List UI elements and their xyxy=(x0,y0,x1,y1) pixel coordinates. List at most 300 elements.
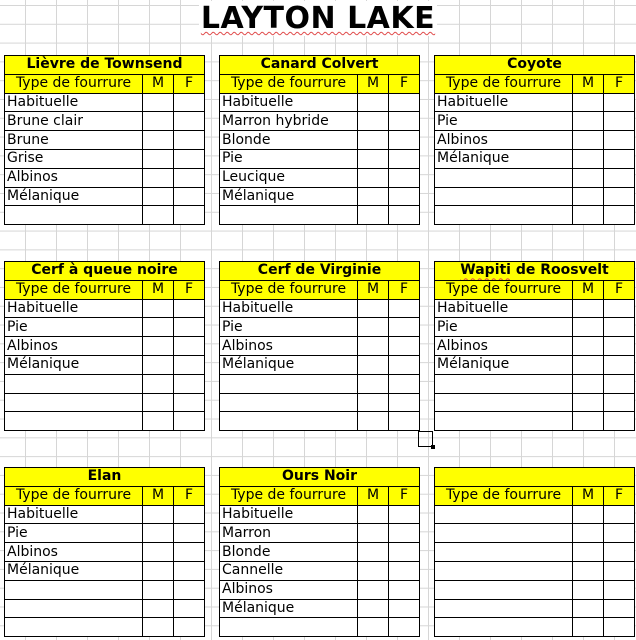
table-animal-name[interactable]: Lièvre de Townsend xyxy=(5,56,205,75)
fur-type-cell[interactable] xyxy=(435,206,573,225)
female-count-cell[interactable] xyxy=(174,412,205,431)
fur-type-cell[interactable] xyxy=(5,599,143,618)
male-count-cell[interactable] xyxy=(358,580,389,599)
column-header-m[interactable]: M xyxy=(143,74,174,93)
fur-type-cell[interactable] xyxy=(5,374,143,393)
fur-type-cell[interactable] xyxy=(435,505,573,524)
male-count-cell[interactable] xyxy=(358,412,389,431)
table-row xyxy=(435,149,635,168)
fur-type-cell[interactable] xyxy=(435,187,573,206)
male-count-cell[interactable] xyxy=(143,580,174,599)
male-count-cell[interactable] xyxy=(358,355,389,374)
column-header-f[interactable]: F xyxy=(604,486,635,505)
column-header-m[interactable]: M xyxy=(143,280,174,299)
male-count-cell[interactable] xyxy=(573,299,604,318)
fur-type-cell[interactable] xyxy=(435,580,573,599)
male-count-cell[interactable] xyxy=(358,543,389,562)
table-row xyxy=(5,149,205,168)
table-animal-name[interactable]: Cerf à queue noire xyxy=(5,262,205,281)
spellcheck-word: Wapiti xyxy=(460,262,511,279)
column-header-f[interactable]: F xyxy=(174,280,205,299)
table-row xyxy=(220,412,420,431)
table-row xyxy=(435,618,635,637)
fur-type-cell[interactable] xyxy=(435,374,573,393)
female-count-cell[interactable] xyxy=(174,393,205,412)
column-header-f[interactable]: F xyxy=(174,486,205,505)
male-count-cell[interactable] xyxy=(573,168,604,187)
male-count-cell[interactable] xyxy=(358,505,389,524)
male-count-cell[interactable] xyxy=(143,374,174,393)
male-count-cell[interactable] xyxy=(143,206,174,225)
table-row xyxy=(435,168,635,187)
table-row xyxy=(5,599,205,618)
female-count-cell[interactable] xyxy=(174,524,205,543)
fur-type-cell[interactable]: Habituelle xyxy=(435,93,573,112)
female-count-cell[interactable] xyxy=(604,318,635,337)
fur-type-cell[interactable]: Mélanique xyxy=(220,599,358,618)
male-count-cell[interactable] xyxy=(573,318,604,337)
fur-table-9 xyxy=(434,467,635,637)
male-count-cell[interactable] xyxy=(143,149,174,168)
female-count-cell[interactable] xyxy=(604,561,635,580)
table-animal-name[interactable]: Elan xyxy=(5,468,205,487)
fur-table-7 xyxy=(4,467,205,637)
fur-type-cell[interactable]: Albinos xyxy=(5,337,143,356)
column-header-f[interactable]: F xyxy=(174,74,205,93)
table-row xyxy=(220,299,420,318)
female-count-cell[interactable] xyxy=(389,524,420,543)
table-row xyxy=(5,168,205,187)
table-row xyxy=(5,561,205,580)
male-count-cell[interactable] xyxy=(358,112,389,131)
table-row xyxy=(435,337,635,356)
column-header-type[interactable]: Type de fourrure xyxy=(5,280,143,299)
fur-type-cell[interactable]: Mélanique xyxy=(220,187,358,206)
male-count-cell[interactable] xyxy=(573,561,604,580)
male-count-cell[interactable] xyxy=(358,561,389,580)
fur-type-cell[interactable]: Albinos xyxy=(5,168,143,187)
column-header-type[interactable]: Type de fourrure xyxy=(435,74,573,93)
table-row xyxy=(220,599,420,618)
fur-type-cell[interactable]: Albinos xyxy=(5,543,143,562)
fur-table-1 xyxy=(4,55,205,225)
female-count-cell[interactable] xyxy=(604,505,635,524)
table-row xyxy=(5,412,205,431)
male-count-cell[interactable] xyxy=(573,206,604,225)
fur-type-cell[interactable] xyxy=(435,168,573,187)
fur-type-cell[interactable] xyxy=(435,543,573,562)
male-count-cell[interactable] xyxy=(143,561,174,580)
table-row xyxy=(5,318,205,337)
page-title xyxy=(0,0,636,36)
title-text: LAYTON LAKE xyxy=(200,1,436,36)
fur-type-cell[interactable]: Brune xyxy=(5,131,143,150)
fur-type-cell[interactable]: Habituelle xyxy=(5,93,143,112)
fur-type-cell[interactable]: Pie xyxy=(435,112,573,131)
female-count-cell[interactable] xyxy=(389,412,420,431)
female-count-cell[interactable] xyxy=(389,599,420,618)
male-count-cell[interactable] xyxy=(573,187,604,206)
table-row xyxy=(220,561,420,580)
fur-type-cell[interactable]: Habituelle xyxy=(5,505,143,524)
fur-table-3 xyxy=(434,55,635,225)
female-count-cell[interactable] xyxy=(174,206,205,225)
fur-type-cell[interactable] xyxy=(220,618,358,637)
female-count-cell[interactable] xyxy=(604,299,635,318)
table-row xyxy=(5,206,205,225)
fur-type-cell[interactable] xyxy=(220,206,358,225)
male-count-cell[interactable] xyxy=(143,93,174,112)
fur-type-cell[interactable] xyxy=(435,524,573,543)
male-count-cell[interactable] xyxy=(143,505,174,524)
female-count-cell[interactable] xyxy=(604,168,635,187)
fur-type-cell[interactable]: Albinos xyxy=(220,337,358,356)
fur-type-cell[interactable]: Mélanique xyxy=(435,149,573,168)
female-count-cell[interactable] xyxy=(389,393,420,412)
male-count-cell[interactable] xyxy=(573,337,604,356)
column-header-f[interactable]: F xyxy=(389,74,420,93)
male-count-cell[interactable] xyxy=(358,206,389,225)
fur-type-cell[interactable]: Habituelle xyxy=(5,299,143,318)
column-header-m[interactable]: M xyxy=(358,280,389,299)
table-row xyxy=(435,412,635,431)
fur-type-cell[interactable]: Marron xyxy=(220,524,358,543)
female-count-cell[interactable] xyxy=(389,580,420,599)
female-count-cell[interactable] xyxy=(604,618,635,637)
female-count-cell[interactable] xyxy=(389,206,420,225)
fur-type-cell[interactable]: Blonde xyxy=(220,131,358,150)
female-count-cell[interactable] xyxy=(389,168,420,187)
table-row xyxy=(435,355,635,374)
male-count-cell[interactable] xyxy=(573,599,604,618)
fur-table-2 xyxy=(219,55,420,225)
fur-type-cell[interactable]: Cannelle xyxy=(220,561,358,580)
female-count-cell[interactable] xyxy=(604,355,635,374)
male-count-cell[interactable] xyxy=(573,112,604,131)
table-row xyxy=(5,524,205,543)
fur-type-cell[interactable]: Pie xyxy=(5,318,143,337)
table-row xyxy=(220,524,420,543)
column-header-type[interactable]: Type de fourrure xyxy=(220,280,358,299)
table-row xyxy=(5,112,205,131)
female-count-cell[interactable] xyxy=(604,131,635,150)
table-row xyxy=(5,187,205,206)
fur-table-5 xyxy=(219,261,420,431)
fur-table-6 xyxy=(434,261,635,431)
fur-type-cell[interactable]: Habituelle xyxy=(435,299,573,318)
male-count-cell[interactable] xyxy=(573,374,604,393)
fur-type-cell[interactable]: Mélanique xyxy=(435,355,573,374)
male-count-cell[interactable] xyxy=(573,618,604,637)
table-row xyxy=(435,393,635,412)
fur-table-4 xyxy=(4,261,205,431)
table-row xyxy=(435,299,635,318)
fur-type-cell[interactable]: Pie xyxy=(220,149,358,168)
female-count-cell[interactable] xyxy=(389,149,420,168)
column-header-m[interactable]: M xyxy=(573,280,604,299)
female-count-cell[interactable] xyxy=(389,299,420,318)
male-count-cell[interactable] xyxy=(143,187,174,206)
female-count-cell[interactable] xyxy=(389,561,420,580)
female-count-cell[interactable] xyxy=(604,599,635,618)
male-count-cell[interactable] xyxy=(358,93,389,112)
table-row xyxy=(220,112,420,131)
female-count-cell[interactable] xyxy=(174,374,205,393)
column-header-m[interactable]: M xyxy=(573,486,604,505)
female-count-cell[interactable] xyxy=(174,599,205,618)
table-row xyxy=(220,149,420,168)
male-count-cell[interactable] xyxy=(358,168,389,187)
male-count-cell[interactable] xyxy=(143,412,174,431)
table-row xyxy=(220,580,420,599)
table-row xyxy=(220,337,420,356)
fur-type-cell[interactable]: Pie xyxy=(5,524,143,543)
table-row xyxy=(435,561,635,580)
table-animal-name[interactable]: Cerf de Virginie xyxy=(220,262,420,281)
table-row xyxy=(435,505,635,524)
female-count-cell[interactable] xyxy=(604,543,635,562)
column-header-type[interactable]: Type de fourrure xyxy=(435,280,573,299)
column-header-type[interactable]: Type de fourrure xyxy=(5,74,143,93)
fur-type-cell[interactable] xyxy=(5,580,143,599)
female-count-cell[interactable] xyxy=(174,93,205,112)
column-header-m[interactable]: M xyxy=(143,486,174,505)
fur-type-cell[interactable]: Marron hybride xyxy=(220,112,358,131)
female-count-cell[interactable] xyxy=(174,337,205,356)
male-count-cell[interactable] xyxy=(573,543,604,562)
table-row xyxy=(435,318,635,337)
fur-type-cell[interactable] xyxy=(5,618,143,637)
male-count-cell[interactable] xyxy=(358,599,389,618)
table-row xyxy=(220,618,420,637)
male-count-cell[interactable] xyxy=(143,168,174,187)
male-count-cell[interactable] xyxy=(143,299,174,318)
fur-type-cell[interactable]: Mélanique xyxy=(220,355,358,374)
fur-type-cell[interactable] xyxy=(220,374,358,393)
table-row xyxy=(5,131,205,150)
male-count-cell[interactable] xyxy=(143,355,174,374)
table-row xyxy=(220,543,420,562)
female-count-cell[interactable] xyxy=(389,93,420,112)
table-row xyxy=(435,524,635,543)
male-count-cell[interactable] xyxy=(143,337,174,356)
male-count-cell[interactable] xyxy=(358,618,389,637)
fur-type-cell[interactable] xyxy=(5,393,143,412)
female-count-cell[interactable] xyxy=(604,206,635,225)
male-count-cell[interactable] xyxy=(573,524,604,543)
male-count-cell[interactable] xyxy=(358,149,389,168)
female-count-cell[interactable] xyxy=(604,374,635,393)
fur-table-8 xyxy=(219,467,420,637)
table-row xyxy=(435,543,635,562)
male-count-cell[interactable] xyxy=(143,599,174,618)
female-count-cell[interactable] xyxy=(604,524,635,543)
fur-type-cell[interactable]: Mélanique xyxy=(5,355,143,374)
fur-type-cell[interactable]: Habituelle xyxy=(220,505,358,524)
table-row xyxy=(220,131,420,150)
male-count-cell[interactable] xyxy=(573,149,604,168)
table-row xyxy=(435,599,635,618)
male-count-cell[interactable] xyxy=(573,355,604,374)
male-count-cell[interactable] xyxy=(143,393,174,412)
male-count-cell[interactable] xyxy=(358,524,389,543)
table-row xyxy=(220,355,420,374)
fur-type-cell[interactable] xyxy=(435,393,573,412)
female-count-cell[interactable] xyxy=(604,412,635,431)
male-count-cell[interactable] xyxy=(573,505,604,524)
female-count-cell[interactable] xyxy=(389,543,420,562)
fur-type-cell[interactable] xyxy=(435,618,573,637)
table-row xyxy=(5,299,205,318)
fur-type-cell[interactable] xyxy=(220,412,358,431)
fur-type-cell[interactable]: Mélanique xyxy=(5,187,143,206)
column-header-m[interactable]: M xyxy=(358,74,389,93)
table-row xyxy=(5,374,205,393)
table-row xyxy=(220,505,420,524)
column-header-f[interactable]: F xyxy=(604,74,635,93)
female-count-cell[interactable] xyxy=(389,187,420,206)
female-count-cell[interactable] xyxy=(604,93,635,112)
cell-cursor[interactable] xyxy=(418,431,433,447)
female-count-cell[interactable] xyxy=(174,131,205,150)
male-count-cell[interactable] xyxy=(143,131,174,150)
female-count-cell[interactable] xyxy=(174,168,205,187)
male-count-cell[interactable] xyxy=(358,374,389,393)
female-count-cell[interactable] xyxy=(389,505,420,524)
table-animal-name[interactable]: Coyote xyxy=(435,56,635,75)
male-count-cell[interactable] xyxy=(573,580,604,599)
fur-type-cell[interactable]: Brune clair xyxy=(5,112,143,131)
female-count-cell[interactable] xyxy=(389,618,420,637)
table-animal-name[interactable]: Wapiti de Roosvelt xyxy=(435,262,635,281)
table-row xyxy=(220,187,420,206)
female-count-cell[interactable] xyxy=(174,543,205,562)
table-row xyxy=(435,580,635,599)
male-count-cell[interactable] xyxy=(358,337,389,356)
fur-type-cell[interactable]: Blonde xyxy=(220,543,358,562)
male-count-cell[interactable] xyxy=(143,524,174,543)
table-row xyxy=(435,93,635,112)
table-row xyxy=(435,206,635,225)
column-header-f[interactable]: F xyxy=(604,280,635,299)
male-count-cell[interactable] xyxy=(143,543,174,562)
table-row xyxy=(5,543,205,562)
female-count-cell[interactable] xyxy=(174,112,205,131)
table-row xyxy=(220,206,420,225)
male-count-cell[interactable] xyxy=(143,112,174,131)
table-row xyxy=(220,318,420,337)
female-count-cell[interactable] xyxy=(604,393,635,412)
male-count-cell[interactable] xyxy=(143,318,174,337)
table-row xyxy=(5,580,205,599)
fur-type-cell[interactable] xyxy=(220,393,358,412)
fur-type-cell[interactable]: Pie xyxy=(220,318,358,337)
fur-type-cell[interactable]: Albinos xyxy=(220,580,358,599)
female-count-cell[interactable] xyxy=(604,580,635,599)
fur-type-cell[interactable]: Habituelle xyxy=(220,93,358,112)
table-row xyxy=(5,393,205,412)
female-count-cell[interactable] xyxy=(604,112,635,131)
male-count-cell[interactable] xyxy=(358,318,389,337)
male-count-cell[interactable] xyxy=(573,131,604,150)
female-count-cell[interactable] xyxy=(389,374,420,393)
male-count-cell[interactable] xyxy=(573,393,604,412)
table-row xyxy=(5,618,205,637)
female-count-cell[interactable] xyxy=(174,299,205,318)
male-count-cell[interactable] xyxy=(358,187,389,206)
female-count-cell[interactable] xyxy=(389,355,420,374)
female-count-cell[interactable] xyxy=(389,112,420,131)
female-count-cell[interactable] xyxy=(174,580,205,599)
fur-type-cell[interactable] xyxy=(435,599,573,618)
table-row xyxy=(220,374,420,393)
fur-type-cell[interactable]: Albinos xyxy=(435,131,573,150)
table-row xyxy=(435,112,635,131)
fur-type-cell[interactable] xyxy=(435,561,573,580)
fur-type-cell[interactable] xyxy=(435,412,573,431)
table-row xyxy=(5,93,205,112)
female-count-cell[interactable] xyxy=(604,149,635,168)
column-header-m[interactable]: M xyxy=(358,486,389,505)
fur-type-cell[interactable]: Habituelle xyxy=(220,299,358,318)
table-row xyxy=(435,131,635,150)
table-animal-name[interactable]: Canard Colvert xyxy=(220,56,420,75)
female-count-cell[interactable] xyxy=(174,505,205,524)
female-count-cell[interactable] xyxy=(174,355,205,374)
column-header-f[interactable]: F xyxy=(389,486,420,505)
table-animal-name[interactable] xyxy=(435,468,635,487)
column-header-type[interactable]: Type de fourrure xyxy=(220,74,358,93)
fur-type-cell[interactable] xyxy=(5,206,143,225)
female-count-cell[interactable] xyxy=(389,131,420,150)
female-count-cell[interactable] xyxy=(389,337,420,356)
female-count-cell[interactable] xyxy=(389,318,420,337)
female-count-cell[interactable] xyxy=(174,187,205,206)
table-animal-name[interactable]: Ours Noir xyxy=(220,468,420,487)
table-row xyxy=(435,187,635,206)
male-count-cell[interactable] xyxy=(573,93,604,112)
female-count-cell[interactable] xyxy=(604,187,635,206)
male-count-cell[interactable] xyxy=(358,299,389,318)
male-count-cell[interactable] xyxy=(573,412,604,431)
female-count-cell[interactable] xyxy=(174,149,205,168)
table-row xyxy=(220,393,420,412)
column-header-f[interactable]: F xyxy=(389,280,420,299)
table-row xyxy=(220,168,420,187)
female-count-cell[interactable] xyxy=(174,561,205,580)
male-count-cell[interactable] xyxy=(358,393,389,412)
male-count-cell[interactable] xyxy=(143,618,174,637)
table-row xyxy=(435,374,635,393)
table-row xyxy=(5,355,205,374)
table-row xyxy=(5,337,205,356)
fur-type-cell[interactable]: Mélanique xyxy=(5,561,143,580)
column-header-type[interactable]: Type de fourrure xyxy=(435,486,573,505)
table-row xyxy=(220,93,420,112)
female-count-cell[interactable] xyxy=(604,337,635,356)
fur-type-cell[interactable]: Pie xyxy=(435,318,573,337)
female-count-cell[interactable] xyxy=(174,618,205,637)
column-header-m[interactable]: M xyxy=(573,74,604,93)
male-count-cell[interactable] xyxy=(358,131,389,150)
female-count-cell[interactable] xyxy=(174,318,205,337)
fur-type-cell[interactable]: Albinos xyxy=(435,337,573,356)
fur-type-cell[interactable] xyxy=(5,412,143,431)
fur-type-cell[interactable]: Leucique xyxy=(220,168,358,187)
fur-type-cell[interactable]: Grise xyxy=(5,149,143,168)
column-header-type[interactable]: Type de fourrure xyxy=(220,486,358,505)
column-header-type[interactable]: Type de fourrure xyxy=(5,486,143,505)
